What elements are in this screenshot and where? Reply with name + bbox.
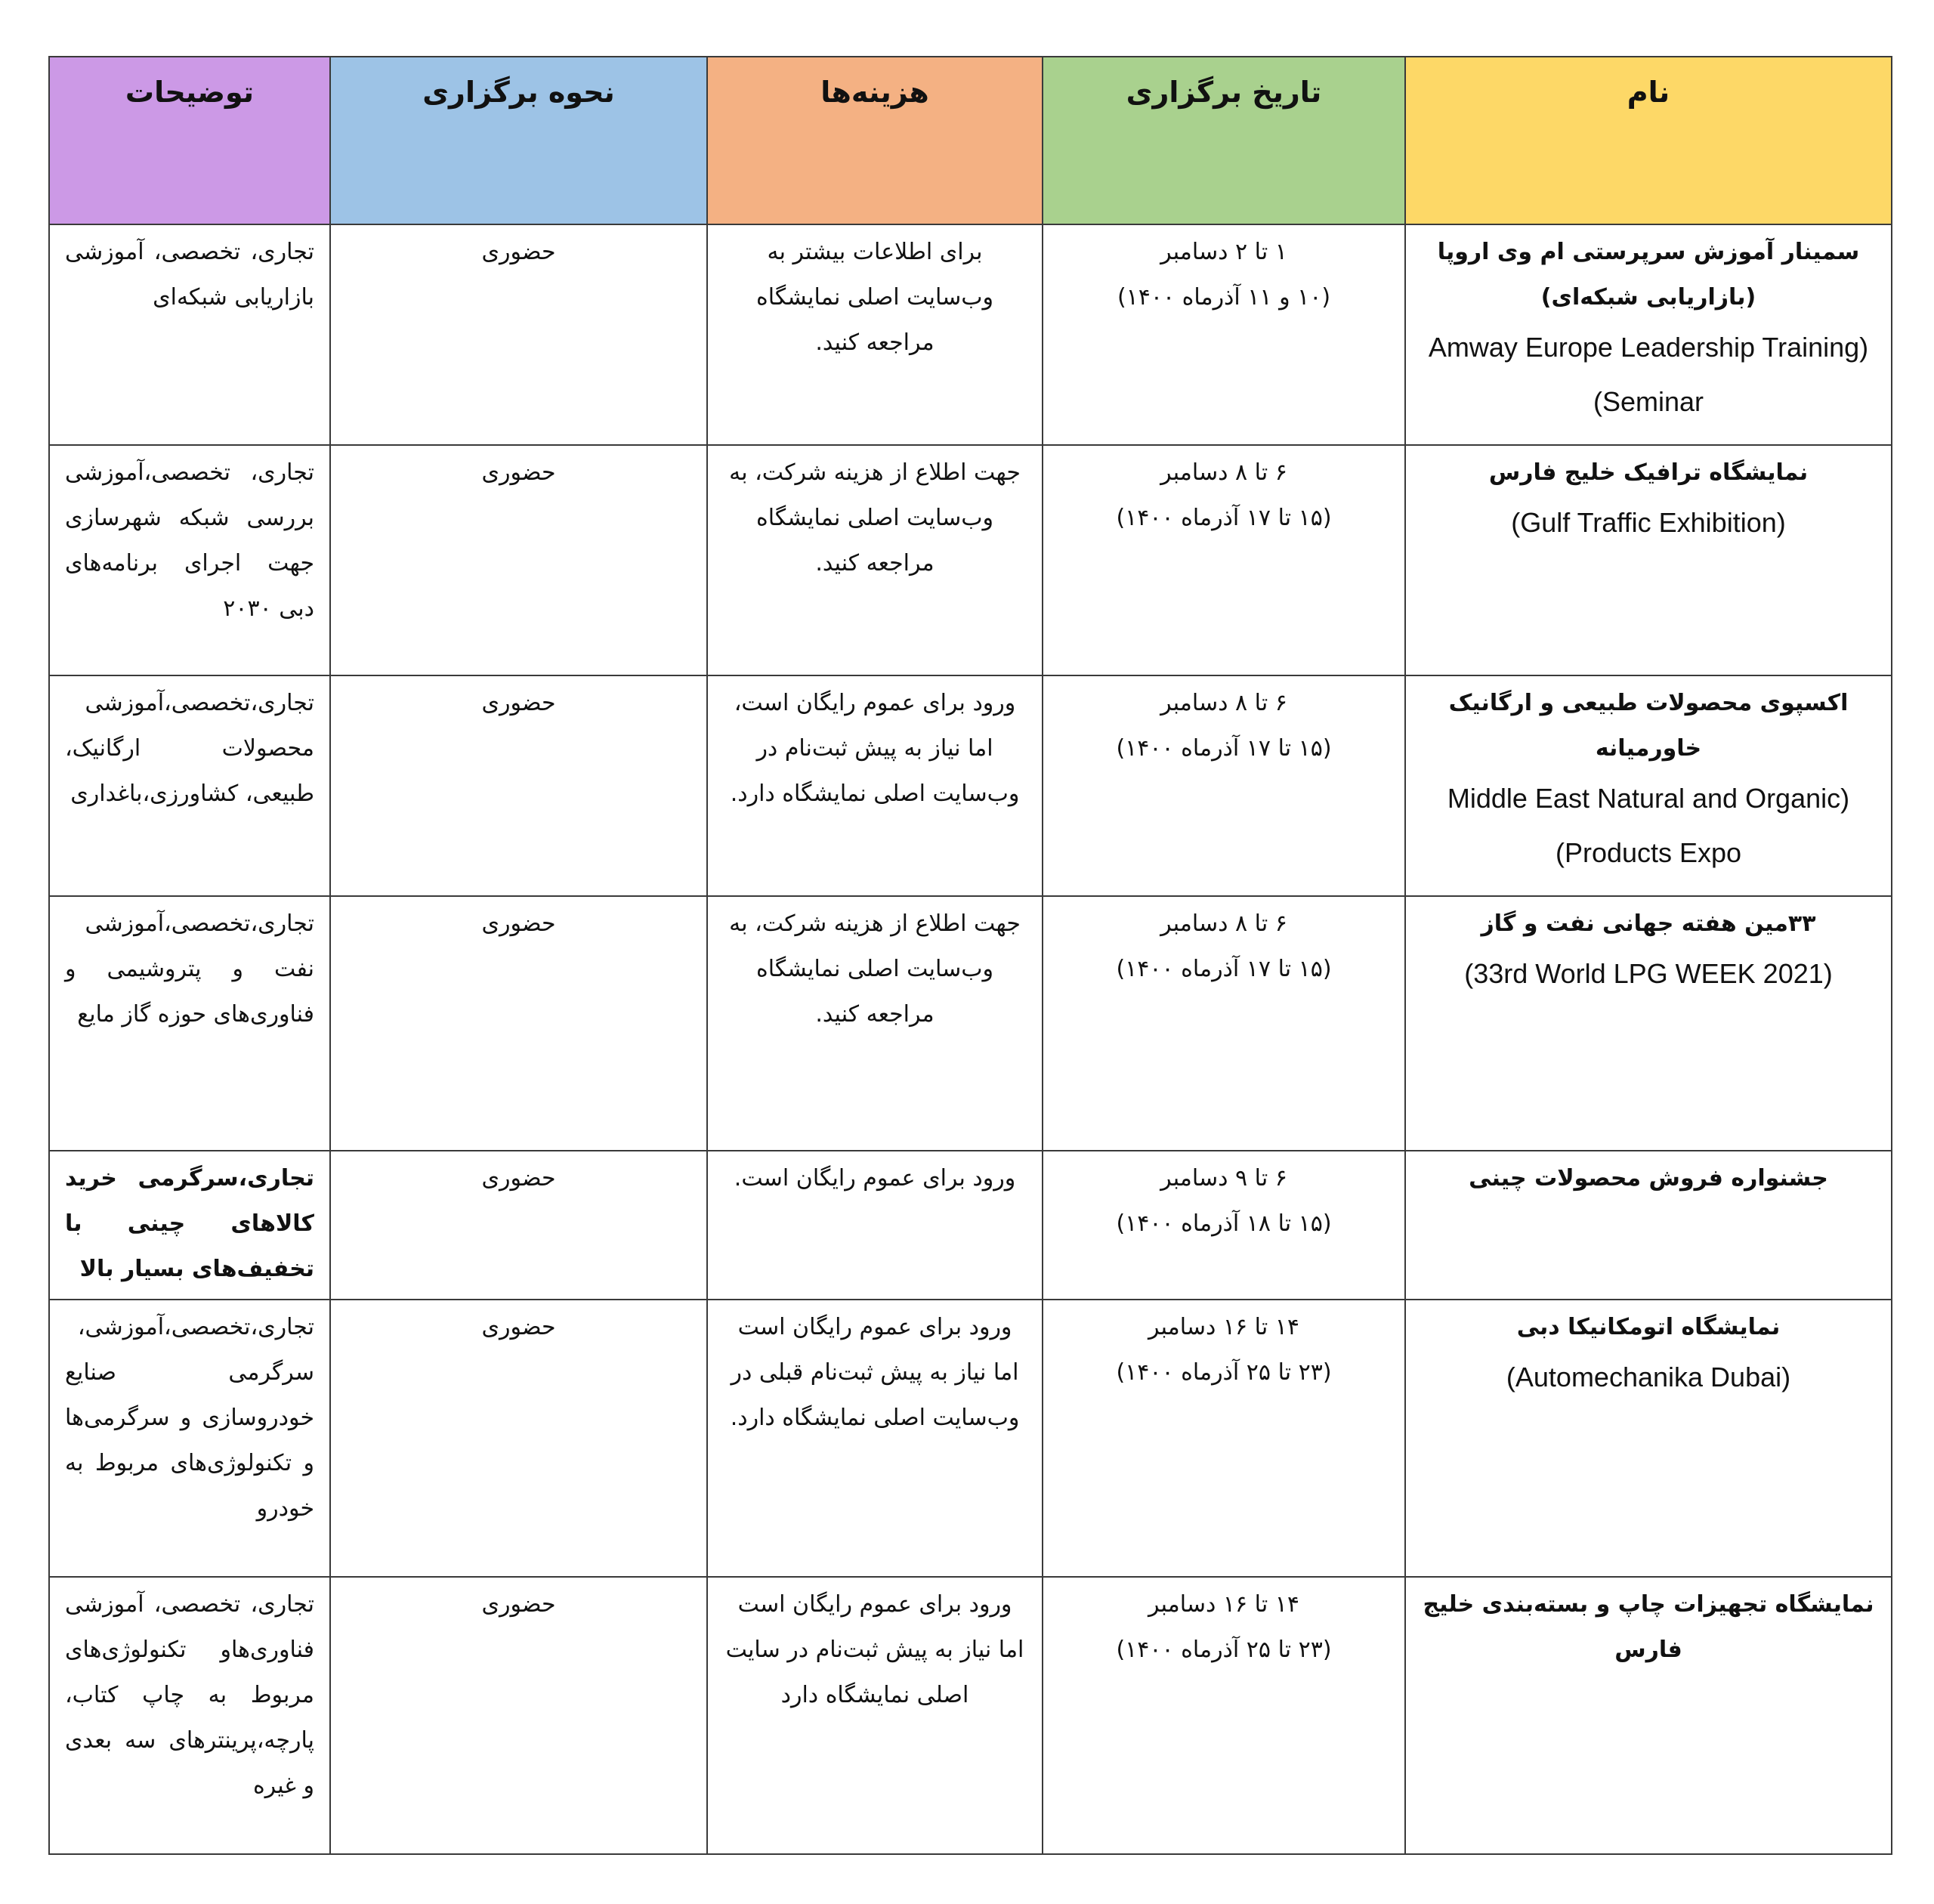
event-date-persian: (۱۵ تا ۱۷ آذرماه ۱۴۰۰) [1116,735,1332,762]
table-row [49,1151,1892,1300]
event-method: حضوری [330,224,707,445]
header-description: توضیحات [49,57,330,224]
event-date-persian: (۱۵ تا ۱۸ آذرماه ۱۴۰۰) [1116,1210,1332,1237]
event-name-fa: نمایشگاه اتومکانیکا دبی [1516,1314,1781,1340]
event-description: تجاری،سرگرمی خرید کالاهای چینی با تخفیف‌های بسیار بالا [49,1151,330,1300]
event-name-cell [1405,675,1892,896]
event-description: تجاری، تخصصی،آموزشی بررسی شبکه شهرسازی جهت اجرای برنامه‌های دبی ۲۰۳۰ [49,445,330,675]
event-date-persian: (۱۵ تا ۱۷ آذرماه ۱۴۰۰) [1116,956,1332,982]
event-name-fa: نمایشگاه ترافیک خلیج فارس [1488,459,1809,486]
event-date-persian: (۱۵ تا ۱۷ آذرماه ۱۴۰۰) [1116,505,1332,531]
events-table [48,56,1892,1855]
event-description: تجاری،تخصصی،آموزشی محصولات ارگانیک، طبیعی، کشاورزی،باغداری [49,675,330,896]
event-cost: ورود برای عموم رایگان است اما نیاز به پیش ثبت‌نام قبلی در وب‌سایت اصلی نمایشگاه دارد. [707,1300,1043,1577]
event-date-gregorian: ۱۴ تا ۱۶ دسامبر [1148,1314,1299,1340]
event-method: حضوری [330,445,707,675]
event-date-persian: (۲۳ تا ۲۵ آذرماه ۱۴۰۰) [1116,1637,1332,1663]
header-method: نحوه برگزاری [330,57,707,224]
event-name-en: (Gulf Traffic Exhibition) [1511,507,1786,538]
event-date-gregorian: ۱۴ تا ۱۶ دسامبر [1148,1591,1299,1618]
event-date-cell [1043,896,1405,1151]
event-method: حضوری [330,896,707,1151]
event-date-gregorian: ۶ تا ۹ دسامبر [1160,1165,1287,1192]
event-name-cell [1405,1300,1892,1577]
event-name-fa: نمایشگاه تجهیزات چاپ و بسته‌بندی خلیج فارس [1423,1591,1874,1663]
event-name-cell [1405,896,1892,1151]
event-date-gregorian: ۶ تا ۸ دسامبر [1160,910,1287,937]
event-cost: ورود برای عموم رایگان است. [707,1151,1043,1300]
event-name-cell [1405,445,1892,675]
event-name-en: (Middle East Natural and Organic Products Expo) [1447,783,1850,868]
event-date-cell [1043,1300,1405,1577]
event-name-en: (33rd World LPG WEEK 2021) [1464,958,1833,989]
event-method: حضوری [330,675,707,896]
event-cost: جهت اطلاع از هزینه شرکت، به وب‌سایت اصلی نمایشگاه مراجعه کنید. [707,896,1043,1151]
event-method: حضوری [330,1577,707,1854]
table-row [49,1577,1892,1854]
event-date-gregorian: ۶ تا ۸ دسامبر [1160,690,1287,716]
event-description: تجاری، تخصصی، آموزشی فناوری‌هاو تکنولوژی‌های مربوط به چاپ کتاب، پارچه،پرینترهای سه بعدی و غیره [49,1577,330,1854]
event-date-cell [1043,1577,1405,1854]
event-date-gregorian: ۱ تا ۲ دسامبر [1160,239,1287,265]
header-row [49,57,1892,224]
event-description: تجاری،تخصصی،آموزشی نفت و پتروشیمی و فناوری‌های حوزه گاز مایع [49,896,330,1151]
header-cost: هزینه‌ها [707,57,1043,224]
event-name-fa: اکسپوی محصولات طبیعی و ارگانیک خاورمیانه [1448,690,1849,762]
event-description: تجاری، تخصصی، آموزشی بازاریابی شبکه‌ای [49,224,330,445]
event-date-persian: (۲۳ تا ۲۵ آذرماه ۱۴۰۰) [1116,1359,1332,1386]
event-name-fa: سمینار آموزش سرپرستی ام وی اروپا (بازاریابی شبکه‌ای) [1437,239,1860,311]
event-cost: ورود برای عموم رایگان است، اما نیاز به پیش ثبت‌نام در وب‌سایت اصلی نمایشگاه دارد. [707,675,1043,896]
event-name-cell [1405,1577,1892,1854]
event-name-cell [1405,224,1892,445]
event-name-en: (Automechanika Dubai) [1506,1362,1791,1392]
table-row [49,445,1892,675]
table-row [49,896,1892,1151]
header-name: نام [1405,57,1892,224]
table-row [49,224,1892,445]
event-date-persian: (۱۰ و ۱۱ آذرماه ۱۴۰۰) [1117,284,1331,311]
event-cost: ورود برای عموم رایگان است اما نیاز به پیش ثبت‌نام در سایت اصلی نمایشگاه دارد [707,1577,1043,1854]
event-date-gregorian: ۶ تا ۸ دسامبر [1160,459,1287,486]
event-name-fa: جشنواره فروش محصولات چینی [1469,1165,1828,1192]
event-name-fa: ۳۳مین هفته جهانی نفت و گاز [1481,910,1816,937]
header-date: تاریخ برگزاری [1043,57,1405,224]
event-name-cell [1405,1151,1892,1300]
event-date-cell [1043,445,1405,675]
event-date-cell [1043,1151,1405,1300]
event-cost: جهت اطلاع از هزینه شرکت، به وب‌سایت اصلی نمایشگاه مراجعه کنید. [707,445,1043,675]
event-method: حضوری [330,1151,707,1300]
table-row [49,1300,1892,1577]
table-row [49,675,1892,896]
event-method: حضوری [330,1300,707,1577]
event-description: تجاری،تخصصی،آموزشی، سرگرمی صنایع خودروسازی و سرگرمی‌ها و تکنولوژی‌های مربوط به خودرو [49,1300,330,1577]
event-date-cell [1043,224,1405,445]
event-cost: برای اطلاعات بیشتر به وب‌سایت اصلی نمایشگاه مراجعه کنید. [707,224,1043,445]
event-date-cell [1043,675,1405,896]
event-name-en: (Amway Europe Leadership Training Seminar) [1428,332,1869,417]
